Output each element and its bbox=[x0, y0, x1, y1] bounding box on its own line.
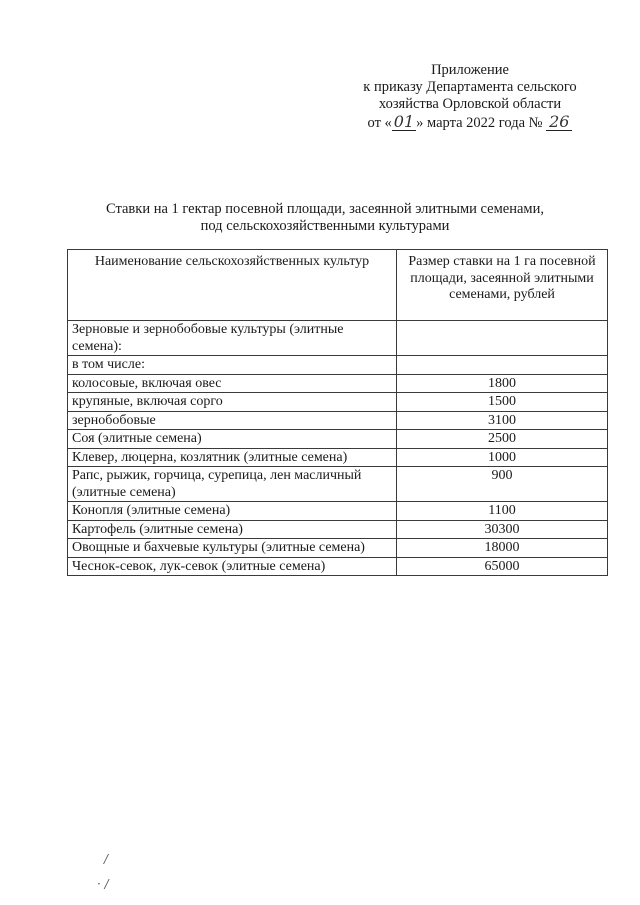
table-row bbox=[68, 411, 608, 430]
rate-value bbox=[397, 356, 608, 375]
rate-value: 30300 bbox=[397, 520, 608, 539]
pen-mark: · / bbox=[97, 877, 109, 891]
rate-value: 900 bbox=[397, 467, 608, 502]
header-crop-name: Наименование сельскохозяйственных культур bbox=[68, 250, 397, 321]
title-line-1: Ставки на 1 гектар посевной площади, засеянной элитными семенами, bbox=[106, 201, 544, 217]
rate-value: 18000 bbox=[397, 539, 608, 558]
appendix-date-line bbox=[340, 113, 600, 132]
crop-name: в том числе: bbox=[68, 356, 397, 375]
crop-name: колосовые, включая овес bbox=[68, 374, 397, 393]
rates-table bbox=[67, 249, 608, 576]
rate-value: 2500 bbox=[397, 430, 608, 449]
crop-name: Клевер, люцерна, козлятник (элитные семена) bbox=[68, 448, 397, 467]
table-row bbox=[68, 393, 608, 412]
crop-name: Соя (элитные семена) bbox=[68, 430, 397, 449]
table-row bbox=[68, 539, 608, 558]
date-prefix: от « bbox=[367, 115, 392, 131]
rate-value: 3100 bbox=[397, 411, 608, 430]
rate-value: 1500 bbox=[397, 393, 608, 412]
crop-name: Рапс, рыжик, горчица, сурепица, лен масличный (элитные семена) bbox=[68, 467, 397, 502]
crop-name: Овощные и бахчевые культуры (элитные семена) bbox=[68, 539, 397, 558]
table-row bbox=[68, 467, 608, 502]
handwritten-order-number: 26 bbox=[546, 113, 572, 131]
rate-value: 1000 bbox=[397, 448, 608, 467]
handwritten-day: 01 bbox=[393, 112, 415, 131]
crop-name: крупяные, включая сорго bbox=[68, 393, 397, 412]
appendix-header bbox=[340, 62, 600, 132]
crop-name: Чеснок-севок, лук-севок (элитные семена) bbox=[68, 557, 397, 576]
crop-name: зернобобовые bbox=[68, 411, 397, 430]
crop-name: Зерновые и зернобобовые культуры (элитные семена): bbox=[68, 321, 397, 356]
pen-mark: / bbox=[104, 852, 109, 866]
header-rate: Размер ставки на 1 га посевной площади, засеянной элитными семенами, рублей bbox=[397, 250, 608, 321]
table-row bbox=[68, 448, 608, 467]
crop-name: Конопля (элитные семена) bbox=[68, 502, 397, 521]
document-title bbox=[90, 201, 560, 235]
table-row bbox=[68, 374, 608, 393]
table-header-row bbox=[68, 250, 608, 321]
table-row bbox=[68, 502, 608, 521]
crop-name: Картофель (элитные семена) bbox=[68, 520, 397, 539]
table-row bbox=[68, 321, 608, 356]
rate-value bbox=[397, 321, 608, 356]
rate-value: 65000 bbox=[397, 557, 608, 576]
table-row bbox=[68, 356, 608, 375]
title-line-2: под сельскохозяйственными культурами bbox=[200, 218, 450, 234]
appendix-order-ref: к приказу Департамента сельского bbox=[363, 79, 577, 95]
rate-value: 1100 bbox=[397, 502, 608, 521]
appendix-label: Приложение bbox=[431, 62, 509, 78]
table-row bbox=[68, 557, 608, 576]
rate-value: 1800 bbox=[397, 374, 608, 393]
table-row bbox=[68, 430, 608, 449]
appendix-department: хозяйства Орловской области bbox=[378, 96, 562, 112]
table-row bbox=[68, 520, 608, 539]
date-middle: » марта 2022 года № bbox=[416, 115, 543, 131]
